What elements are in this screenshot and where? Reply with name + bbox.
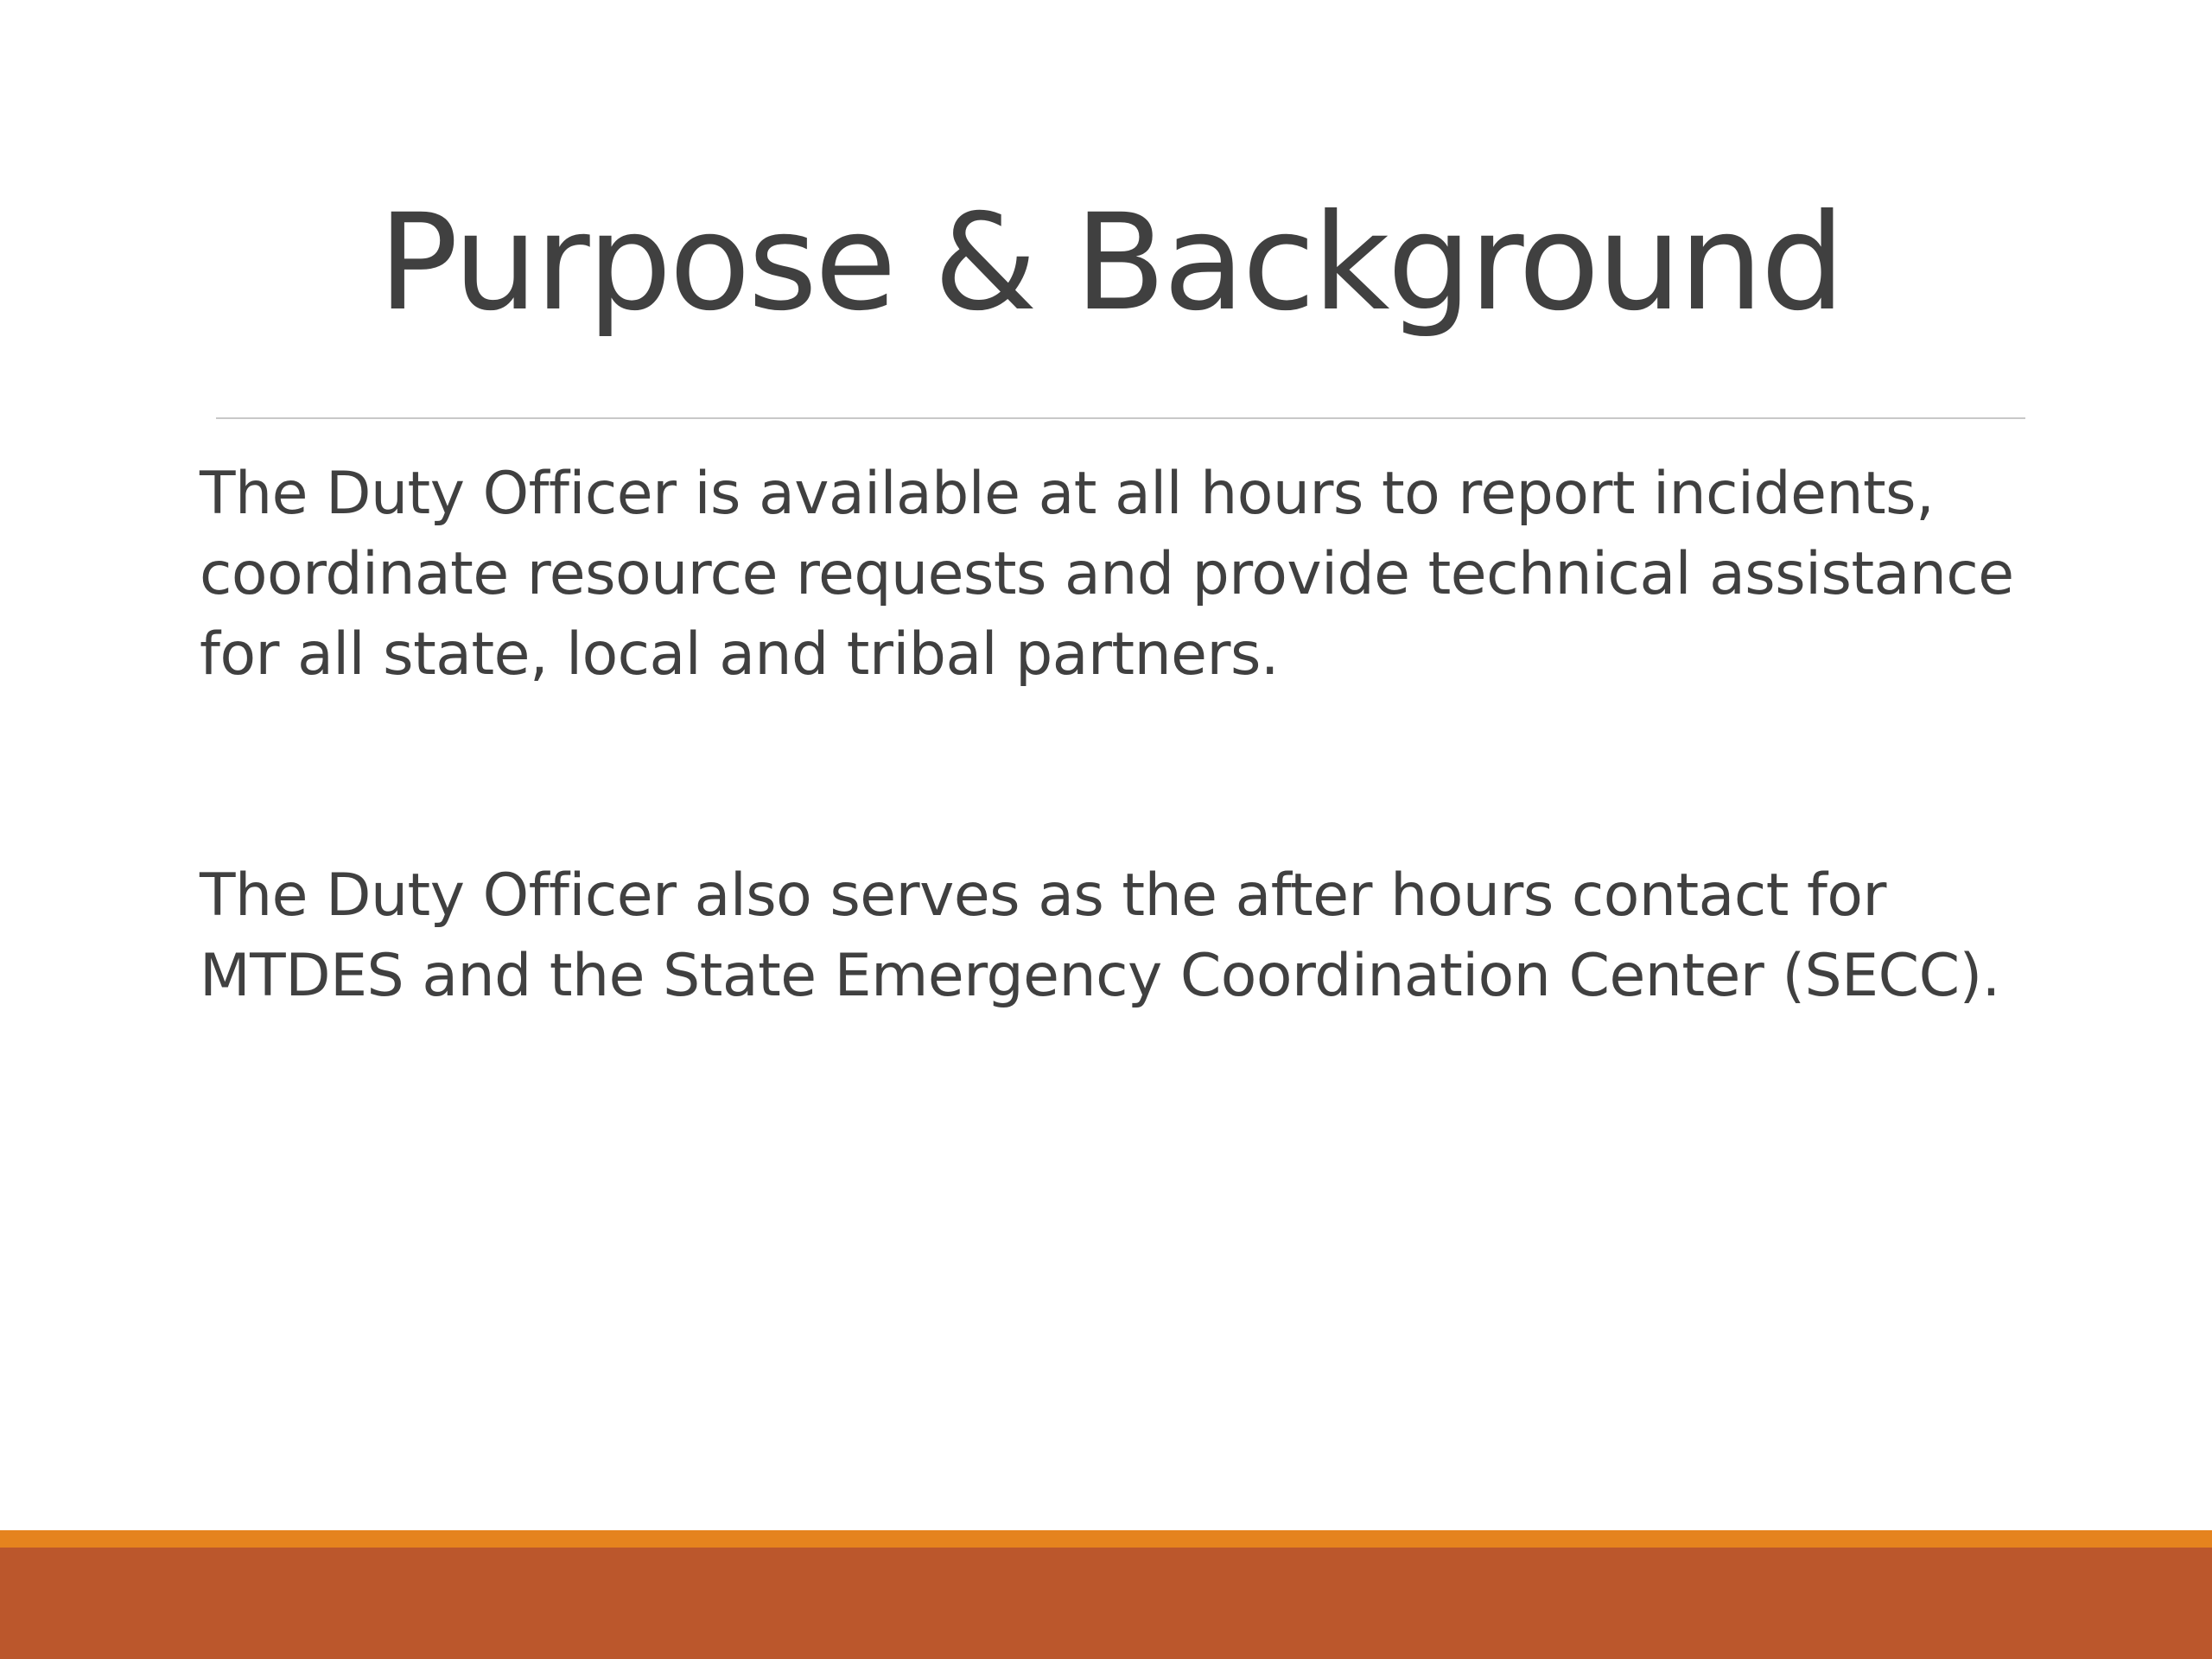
footer-accent-stripe [0,1530,2212,1548]
title-divider [216,417,2025,419]
slide-body [200,454,2057,1016]
body-paragraph-1: The Duty Officer is available at all hours to report incidents, coordinate resource requests and provide technical assistance for all state, local and tribal partners. [200,460,2014,689]
body-paragraph-2: The Duty Officer also serves as the after hours contact for MTDES and the State Emergency Coordination Center (SECC). [200,861,2000,1010]
footer-band [0,1548,2212,1659]
slide-title: Purpose & Background [378,186,1843,340]
